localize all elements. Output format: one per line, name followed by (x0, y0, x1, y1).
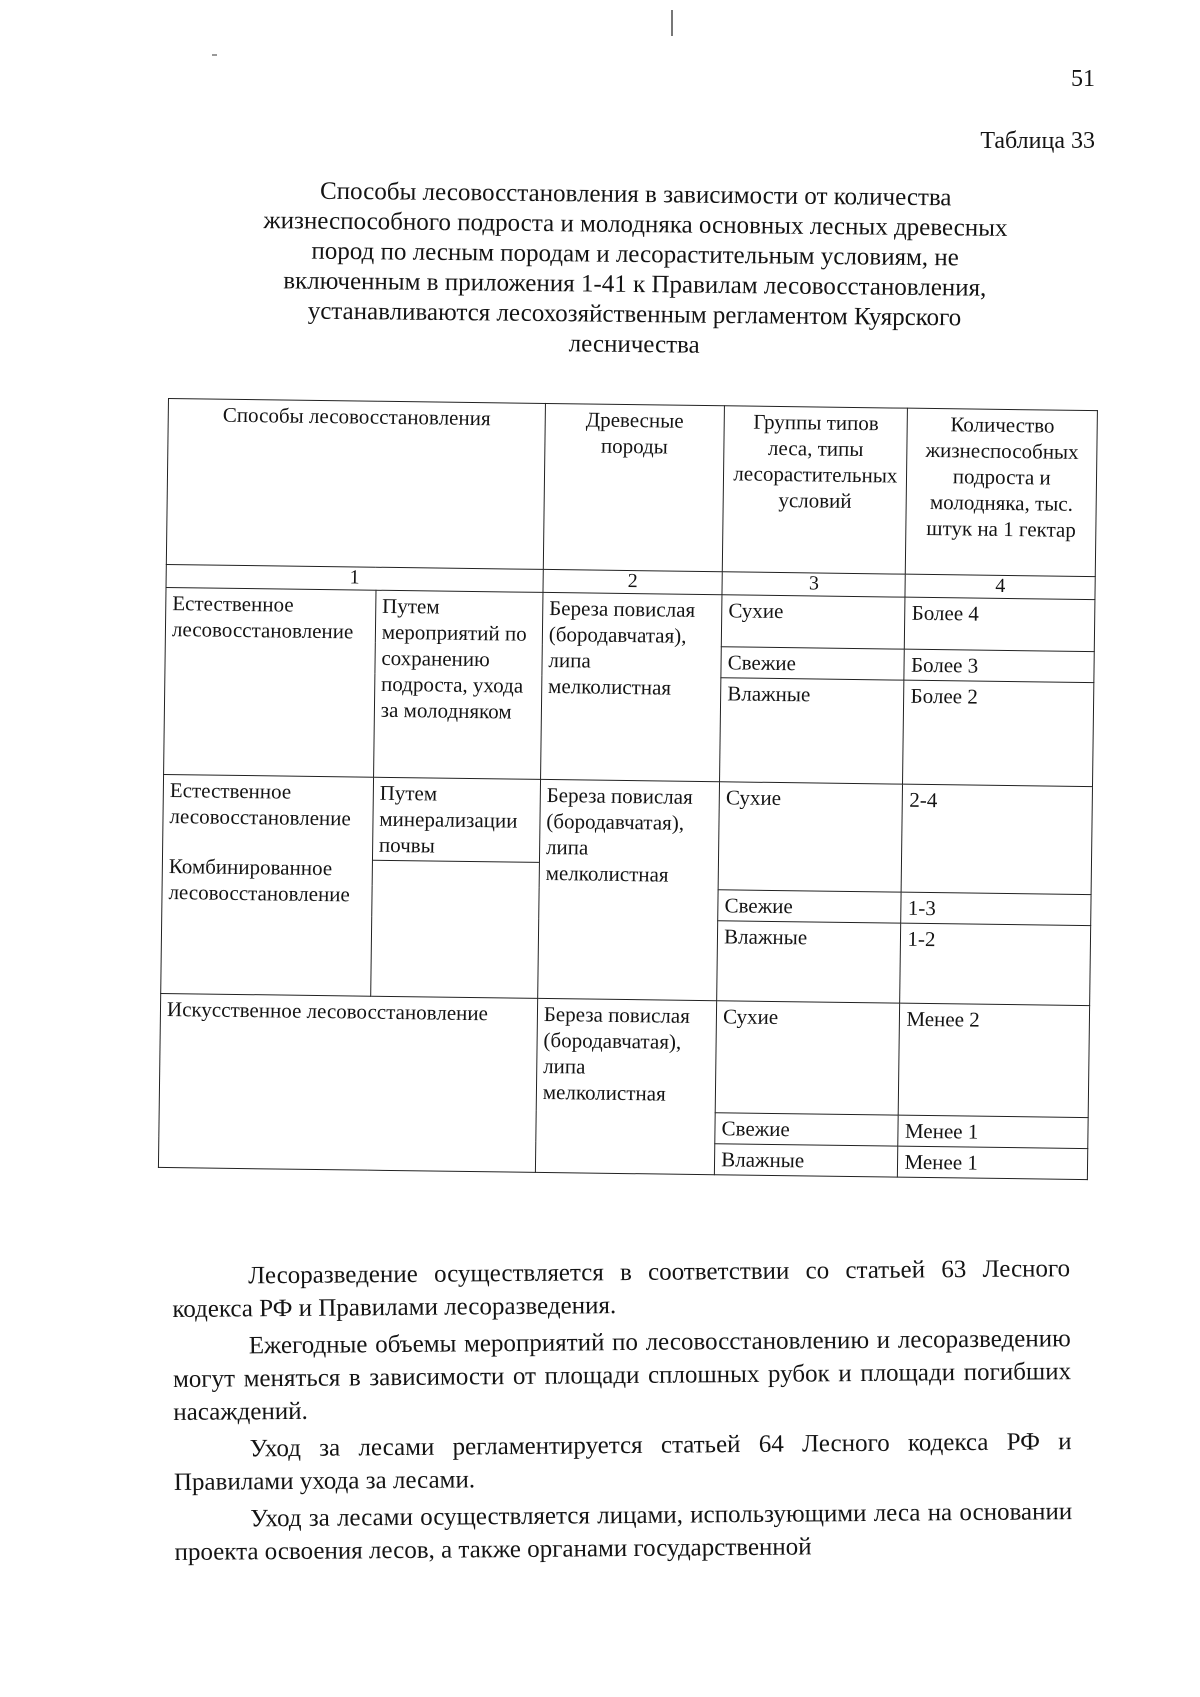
caption-line: устанавливаются лесохозяйственным регламентом Куярского (307, 297, 962, 332)
forest-type-cell: Сухие (718, 782, 903, 892)
means-cell: Путем мероприятий по сохранению подроста, ухода за молодняком (373, 590, 542, 779)
quantity-cell: 1-2 (900, 923, 1091, 1005)
paragraph: Уход за лесами осуществляется лицами, использующими леса на основании проекта освоения лесов, а также органами государственной (174, 1498, 1073, 1566)
column-number: 3 (722, 572, 906, 597)
scan-artifact (212, 54, 217, 56)
forest-type-cell: Влажные (715, 1144, 899, 1177)
header-species: Древесные породы (543, 403, 724, 571)
scan-artifact (671, 10, 673, 36)
column-number: 4 (905, 574, 1095, 599)
forest-type-cell: Влажные (720, 678, 905, 784)
page-number: 51 (1071, 66, 1095, 92)
column-number: 2 (543, 569, 723, 594)
method-cell (161, 774, 374, 996)
species-cell: Береза повислая (бородавчатая), липа мелколистная (540, 592, 722, 781)
means-cell (371, 777, 541, 998)
body-text (172, 1252, 1073, 1573)
quantity-cell: Менее 1 (898, 1115, 1088, 1148)
species-cell: Береза повислая (бородавчатая), липа мелколистная (535, 998, 717, 1174)
forest-type-cell: Сухие (715, 1001, 900, 1115)
means-text: Путем минерализации почвы (373, 778, 540, 863)
forest-type-cell: Свежие (718, 890, 902, 923)
column-number: 1 (166, 564, 543, 592)
species-cell: Береза повислая (бородавчатая), липа мелколистная (538, 779, 720, 1000)
forest-type-cell: Сухие (721, 595, 905, 649)
header-quantity: Количество жизнеспособных подроста и молодняка, тыс. штук на 1 гектар (906, 408, 1098, 576)
quantity-cell: 2-4 (902, 784, 1093, 894)
forest-type-cell: Свежие (721, 647, 905, 680)
table-caption (194, 175, 1076, 364)
quantity-cell: Менее 1 (898, 1146, 1088, 1179)
method-extra-text: Комбинированное лесовосстановление (168, 854, 350, 907)
reforestation-table (158, 398, 1098, 1180)
table-label: Таблица 33 (980, 128, 1095, 154)
method-cell: Искусственное лесовосстановление (158, 993, 537, 1172)
caption-line: пород по лесным породам и лесорастительным условиям, не (311, 237, 960, 272)
method-text: Естественное лесовосстановление (169, 778, 351, 831)
quantity-cell: Более 3 (904, 649, 1094, 682)
header-forest-types: Группы типов леса, типы лесорастительных условий (722, 406, 908, 574)
quantity-cell: Менее 2 (899, 1003, 1090, 1117)
paragraph: Лесоразведение осуществляется в соответствии со статьей 63 Лесного кодекса РФ и Правилами лесоразведения. (172, 1255, 1071, 1323)
caption-line: жизнеспособного подроста и молодняка основных лесных древесных (263, 207, 1008, 242)
forest-type-cell: Свежие (715, 1113, 899, 1146)
header-methods: Способы лесовосстановления (166, 399, 545, 570)
forest-type-cell: Влажные (717, 921, 901, 1003)
method-cell: Естественное лесовосстановление (164, 587, 376, 777)
paragraph: Ежегодные объемы мероприятий по лесовосстановлению и лесоразведению могут меняться в зависимости от площади сплошных рубок и площади погибших насаждений. (172, 1325, 1072, 1426)
caption-line: лесничества (568, 330, 700, 359)
caption-line: Способы лесовосстановления в зависимости от количества (319, 177, 952, 212)
caption-line: включенным в приложения 1-41 к Правилам лесовосстановления, (283, 267, 987, 302)
quantity-cell: Более 2 (903, 680, 1094, 786)
paragraph: Уход за лесами регламентируется статьей 64 Лесного кодекса РФ и Правилами ухода за лесами. (173, 1428, 1072, 1496)
quantity-cell: 1-3 (901, 892, 1091, 925)
quantity-cell: Более 4 (905, 597, 1095, 651)
